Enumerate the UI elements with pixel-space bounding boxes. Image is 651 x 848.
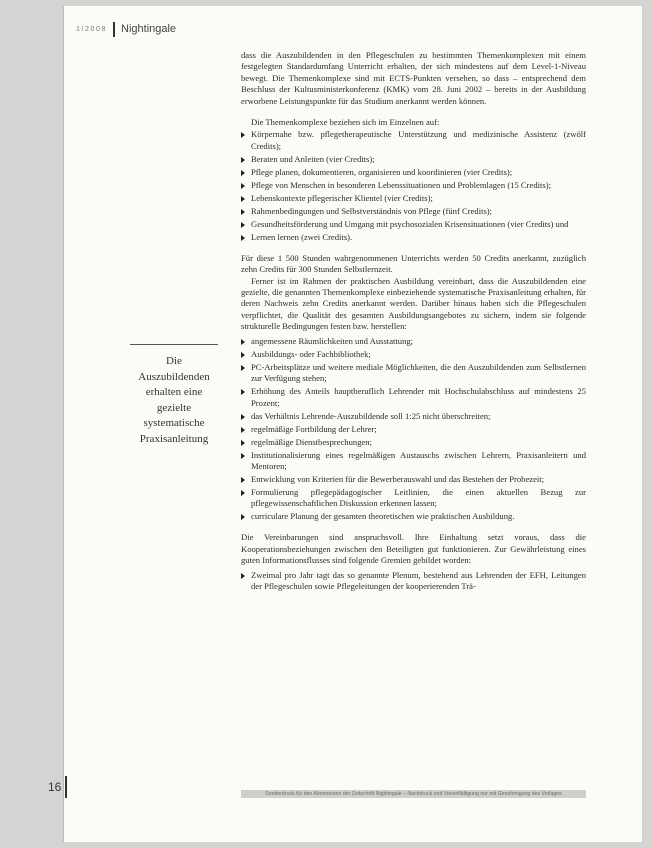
list-item: regelmäßige Fortbildung der Lehrer; [241,424,586,435]
bullet-icon [241,196,245,202]
running-header [76,20,176,38]
list-item: Pflege planen, dokumentieren, organisieren und koordinieren (vier Credits); [241,167,586,178]
bullet-icon [241,440,245,446]
reprint-notice: Sonderdruck für den Abonnenten der Zeitschrift Nightingale – Nachdruck und Vervielfältigung nur mit Genehmigung des Verlages [241,790,586,798]
list-item: das Verhältnis Lehrende-Auszubildende soll 1:25 nicht überschreiten; [241,411,586,422]
list-item: curriculare Planung der gesamten theoretischen wie praktischen Ausbildung. [241,511,586,522]
list-item: Formulierung pflegepädagogischer Leitlinien, die einen aktuellen Bezug zur pflegewissenschaftlichen Diskussion erkennen lassen; [241,487,586,510]
pull-quote-line: erhalten eine [145,386,203,399]
bullet-icon [241,352,245,358]
list-item: Beraten und Anleiten (vier Credits); [241,154,586,165]
bullet-icon [241,427,245,433]
list-item: Entwicklung von Kriterien für die Bewerberauswahl und das Bestehen der Probezeit; [241,474,586,485]
cooperation-paragraph: Die Vereinbarungen sind anspruchsvoll. Ihre Einhaltung setzt voraus, dass die Kooperationsbeziehungen zwischen den Beteiligten gut funktionieren. Zur Gewährleistung eines guten Informationsflusses sind folgende Gremien gebildet worden: [241,532,586,566]
conditions-list [241,336,586,523]
pull-quote [130,344,218,448]
document-page [64,6,642,842]
issue-label: 1/2008 [76,25,108,33]
committees-list [241,570,586,593]
bullet-icon [241,222,245,228]
list-item: PC-Arbeitsplätze und weitere mediale Möglichkeiten, die den Auszubildenden zum Selbstlernen zur Verfügung stehen; [241,362,586,385]
list-item: Lernen lernen (zwei Credits). [241,232,586,243]
practice-paragraph: Ferner ist im Rahmen der praktischen Ausbildung vereinbart, dass die Auszubildenden eine gezielte, die genannten Themenkomplexe einbeziehende systematische Praxisanleitung erhalten, für deren Nachweis zehn Credits anerkannt werden. Darüber hinaus haben sich die Pflegeschulen verpflichtet, die Qualität des gesamten Ausbildungsangebotes zu sichern, indem sie folgende strukturelle Bedingungen festen bzw. herstellen: [241,275,586,332]
pull-quote-line: systematische [143,417,205,430]
list-intro: Die Themenkomplexe beziehen sich im Einzelnen auf: [251,117,440,128]
pull-quote-line: gezielte [156,401,192,414]
bullet-icon [241,477,245,483]
bullet-icon [241,339,245,345]
bullet-icon [241,183,245,189]
page-number: 16 [48,780,62,794]
list-item: Erhöhung des Anteils hauptberuflich Lehrender mit Hochschulabschluss auf mindestens 25 Prozent; [241,386,586,409]
bullet-icon [241,573,245,579]
list-item: Rahmenbedingungen und Selbstverständnis von Pflege (fünf Credits); [241,206,586,217]
bullet-icon [241,453,245,459]
bullet-icon [241,389,245,395]
pull-quote-line: Auszubildenden [138,370,210,383]
bullet-icon [241,514,245,520]
journal-title: Nightingale [121,23,177,35]
bullet-icon [241,157,245,163]
list-item: Zweimal pro Jahr tagt das so genannte Plenum, bestehend aus Lehrenden der EFH, Leitungen der Pflegeschulen sowie Pflegeleitungen der kooperierenden Trä- [241,570,586,593]
list-item: Lebenskontexte pflegerischer Klientel (vier Credits); [241,193,586,204]
list-item: angemessene Räumlichkeiten und Ausstattung; [241,336,586,347]
bullet-icon [241,235,245,241]
bullet-icon [241,209,245,215]
themes-list [241,129,586,243]
bullet-icon [241,365,245,371]
pull-quote-line: Die [166,355,182,367]
list-item: Gesundheitsförderung und Umgang mit psychosozialen Krisensituationen (vier Credits) und [241,219,586,230]
bullet-icon [241,170,245,176]
list-item: Körpernahe bzw. pflegetherapeutische Unterstützung und medizinische Assistenz (zwölf Credits); [241,129,586,152]
footer-divider [65,776,67,798]
bullet-icon [241,490,245,496]
list-item: regelmäßige Dienstbesprechungen; [241,437,586,448]
bullet-icon [241,414,245,420]
intro-paragraph: dass die Auszubildenden in den Pflegeschulen zu bestimmten Themenkomplexen mit einem festgelegten Standardumfang Unterricht erhalten, der sich mindestens auf dem Level-1-Niveau bewegt. Die Themenkomplexe sind mit ECTS-Punkten versehen, so dass – entsprechend dem Beschluss der Kultusministerkonferenz (KMK) vom 28. Juni 2002 – bereits in der Ausbildung erworbene Leistungspunkte für das Studium anerkannt werden können. [241,50,586,106]
list-item: Ausbildungs- oder Fachbibliothek; [241,349,586,360]
pull-quote-line: Praxisanleitung [139,432,209,445]
credits-paragraph: Für diese 1 500 Stunden wahrgenommenen Unterrichts werden 50 Credits anerkannt, zuzüglich zehn Credits für 300 Stunden Selbstlernzeit. [241,252,586,275]
bullet-icon [241,132,245,138]
header-divider [113,22,115,37]
article-body [241,50,586,594]
list-item: Pflege von Menschen in besonderen Lebenssituationen und Problemlagen (15 Credits); [241,180,586,191]
list-item: Institutionalisierung eines regelmäßigen Austauschs zwischen Lehrern, Praxisanleitern und Mentoren; [241,450,586,473]
